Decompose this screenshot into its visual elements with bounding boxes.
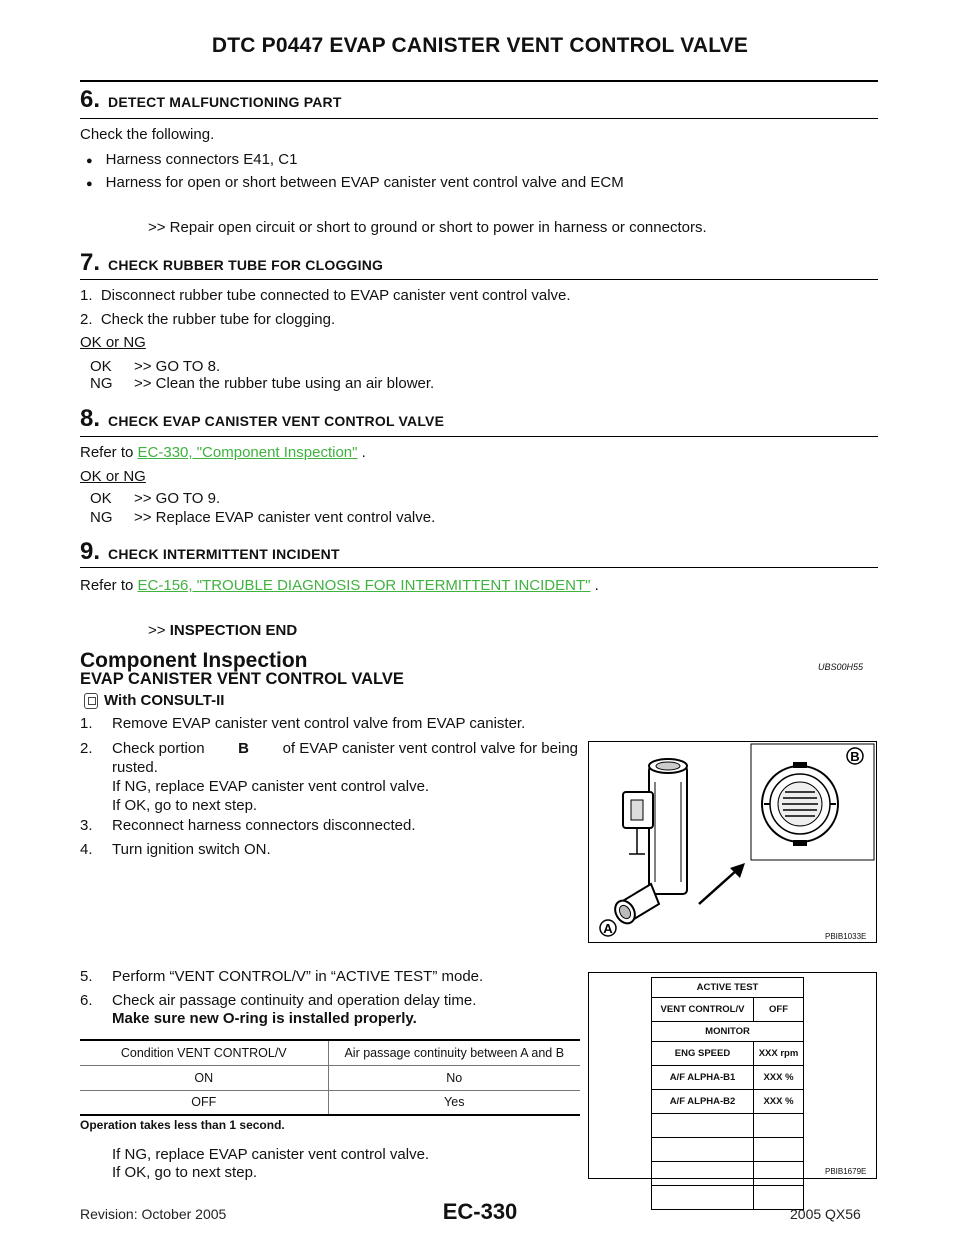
bullet-text: Harness for open or short between EVAP canister vent control valve and ECM <box>105 174 624 191</box>
empty-cell <box>652 1162 754 1186</box>
valve-illustration <box>589 742 876 942</box>
end-prefix: >> <box>148 622 166 639</box>
refer-prefix: Refer to <box>80 444 138 461</box>
result-key: OK <box>90 358 112 375</box>
consult-icon <box>84 693 98 709</box>
monitor-label: ENG SPEED <box>652 1042 754 1066</box>
procedure-step <box>80 841 271 858</box>
step-6-intro: Check the following. <box>80 126 215 143</box>
result-value: >> Replace EVAP canister vent control valve. <box>134 509 436 526</box>
result-key: NG <box>90 509 113 526</box>
test-item-label: VENT CONTROL/V <box>652 998 754 1022</box>
step-7-item: 2. Check the rubber tube for clogging. <box>80 311 336 328</box>
page-number: EC-330 <box>442 1199 518 1224</box>
table-cell: No <box>328 1065 580 1090</box>
step-text: rusted. <box>112 759 158 776</box>
step-rule <box>80 118 878 119</box>
empty-cell <box>754 1162 804 1186</box>
step-number: 8. <box>80 405 101 432</box>
monitor-label: A/F ALPHA-B1 <box>652 1066 754 1090</box>
refer-suffix: . <box>357 444 366 461</box>
condition-table <box>80 1039 580 1116</box>
table-header: Air passage continuity between A and B <box>328 1040 580 1065</box>
model-name: 2005 QX56 <box>790 1206 861 1222</box>
step-9-refer <box>80 577 599 594</box>
step-6-result: >> Repair open circuit or short to ground or short to power in harness or connectors. <box>148 219 707 236</box>
consult-label: With CONSULT-II <box>104 692 225 709</box>
step-rule <box>80 436 878 437</box>
step-number: 6. <box>80 86 101 113</box>
bullet-text: Harness connectors E41, C1 <box>105 151 298 168</box>
step-title: CHECK EVAP CANISTER VENT CONTROL VALVE <box>108 413 445 429</box>
label-b: B <box>850 749 860 764</box>
step-index: 6. <box>80 992 93 1009</box>
intermittent-incident-link[interactable]: EC-156, "TROUBLE DIAGNOSIS FOR INTERMITTENT INCIDENT" <box>137 577 591 594</box>
step-9-heading <box>80 538 340 566</box>
step-text: of EVAP canister vent control valve for being <box>282 740 578 757</box>
step-text: Reconnect harness connectors disconnected. <box>112 817 416 834</box>
refer-prefix: Refer to <box>80 577 138 594</box>
portion-label: B <box>238 740 249 757</box>
table-header-row <box>80 1040 580 1065</box>
step-text: If OK, go to next step. <box>112 797 258 814</box>
result-ng <box>90 509 435 526</box>
monitor-header: MONITOR <box>652 1022 804 1042</box>
step-number: 7. <box>80 249 101 276</box>
table-note: Operation takes less than 1 second. <box>80 1118 285 1132</box>
procedure-step <box>80 817 416 834</box>
step-index: 4. <box>80 841 93 858</box>
bullet-item <box>86 174 624 191</box>
consult-heading <box>84 692 224 709</box>
procedure-step <box>80 715 525 732</box>
ok-or-ng-label: OK or NG <box>80 468 146 485</box>
step-index: 5. <box>80 968 93 985</box>
valve-figure <box>588 741 877 943</box>
step-text: Check air passage continuity and operation delay time. <box>112 992 477 1009</box>
monitor-label: A/F ALPHA-B2 <box>652 1090 754 1114</box>
inspection-end <box>148 622 297 639</box>
figure-code: PBIB1679E <box>825 1167 867 1176</box>
result-ok <box>90 490 220 507</box>
end-text: INSPECTION END <box>169 622 298 639</box>
test-item-value: OFF <box>754 998 804 1022</box>
label-a: A <box>603 921 613 936</box>
refer-suffix: . <box>590 577 599 594</box>
step-index: 3. <box>80 817 93 834</box>
active-test-figure <box>588 972 877 1179</box>
result-key: OK <box>90 490 112 507</box>
monitor-value: XXX % <box>754 1090 804 1114</box>
header-rule <box>80 80 878 82</box>
revision-date: Revision: October 2005 <box>80 1206 227 1222</box>
procedure-step <box>80 992 476 1027</box>
active-test-table <box>651 977 804 1210</box>
step-6-heading <box>80 86 342 114</box>
active-test-header: ACTIVE TEST <box>652 978 804 998</box>
empty-cell <box>652 1114 754 1138</box>
after-text: If NG, replace EVAP canister vent control valve. <box>112 1146 430 1163</box>
bullet-icon: ● <box>86 155 93 167</box>
section-code: UBS00H55 <box>818 662 864 672</box>
step-text: Remove EVAP canister vent control valve from EVAP canister. <box>112 715 526 732</box>
bullet-item <box>86 151 297 168</box>
step-index: 1. <box>80 715 93 732</box>
step-text: Perform “VENT CONTROL/V” in “ACTIVE TEST” mode. <box>112 968 484 985</box>
step-rule <box>80 279 878 280</box>
table-cell: ON <box>80 1065 328 1090</box>
page-title: DTC P0447 EVAP CANISTER VENT CONTROL VALVE <box>211 34 749 57</box>
step-title: DETECT MALFUNCTIONING PART <box>108 94 342 110</box>
result-ok <box>90 358 220 375</box>
step-text: Check portion <box>112 740 205 757</box>
monitor-value: XXX rpm <box>754 1042 804 1066</box>
step-text: If NG, replace EVAP canister vent control valve. <box>112 778 430 795</box>
empty-cell <box>754 1138 804 1162</box>
step-index: 2. <box>80 740 93 757</box>
table-cell: Yes <box>328 1090 580 1115</box>
result-value: >> Clean the rubber tube using an air blower. <box>134 375 435 392</box>
step-8-refer <box>80 444 366 461</box>
table-row <box>80 1065 580 1090</box>
empty-cell <box>754 1114 804 1138</box>
step-title: CHECK RUBBER TUBE FOR CLOGGING <box>108 257 384 273</box>
figure-code: PBIB1033E <box>825 932 867 941</box>
step-note: Make sure new O-ring is installed properly. <box>112 1010 417 1027</box>
step-8-heading <box>80 405 444 433</box>
result-ng <box>90 375 434 392</box>
step-7-item: 1. Disconnect rubber tube connected to EVAP canister vent control valve. <box>80 287 571 304</box>
result-value: >> GO TO 8. <box>134 358 221 375</box>
table-header: Condition VENT CONTROL/V <box>80 1040 328 1065</box>
condition-table-wrap <box>80 1039 580 1116</box>
procedure-step <box>80 740 578 814</box>
step-7-heading <box>80 249 383 277</box>
sub-title: EVAP CANISTER VENT CONTROL VALVE <box>80 670 404 688</box>
bullet-icon: ● <box>86 178 93 190</box>
ok-or-ng-label: OK or NG <box>80 334 146 351</box>
component-inspection-link[interactable]: EC-330, "Component Inspection" <box>137 444 358 461</box>
monitor-value: XXX % <box>754 1066 804 1090</box>
result-key: NG <box>90 375 113 392</box>
after-text: If OK, go to next step. <box>112 1164 258 1181</box>
step-number: 9. <box>80 538 101 565</box>
step-title: CHECK INTERMITTENT INCIDENT <box>108 546 340 562</box>
empty-cell <box>652 1138 754 1162</box>
active-test-screen <box>651 977 804 1210</box>
table-row <box>80 1090 580 1115</box>
result-value: >> GO TO 9. <box>134 490 221 507</box>
procedure-step <box>80 968 483 985</box>
step-rule <box>80 567 878 568</box>
step-text: Turn ignition switch ON. <box>112 841 271 858</box>
table-cell: OFF <box>80 1090 328 1115</box>
section-title: Component Inspection <box>80 649 308 672</box>
